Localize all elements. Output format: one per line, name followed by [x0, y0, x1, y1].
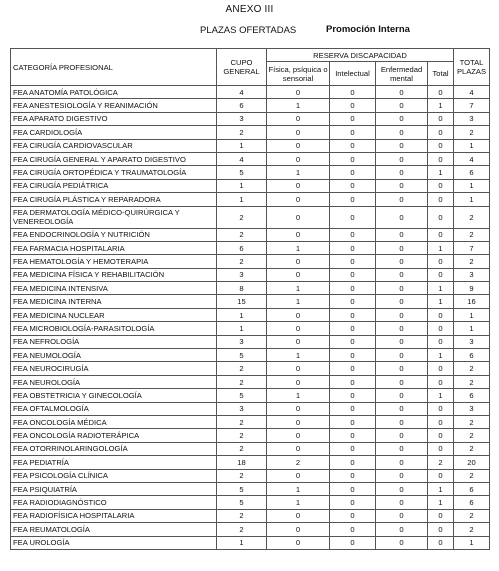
- category-cell: FEA OTORRINOLARINGOLOGÍA: [11, 442, 217, 455]
- disability-reserve-header: RESERVA DISCAPACIDAD: [267, 49, 454, 62]
- total-plazas-cell: 3: [454, 268, 490, 281]
- intellectual-cell: 0: [330, 523, 376, 536]
- reserve-total-cell: 0: [428, 86, 454, 99]
- category-cell: FEA CIRUGÍA PEDIÁTRICA: [11, 179, 217, 192]
- category-cell: FEA MEDICINA FÍSICA Y REHABILITACIÓN: [11, 268, 217, 281]
- reserve-total-cell: 0: [428, 523, 454, 536]
- reserve-total-cell: 0: [428, 322, 454, 335]
- reserve-total-cell: 1: [428, 349, 454, 362]
- intellectual-cell: 0: [330, 509, 376, 522]
- physical-cell: 0: [267, 179, 330, 192]
- reserve-total-cell: 0: [428, 308, 454, 321]
- reserve-total-cell: 1: [428, 482, 454, 495]
- mental-illness-cell: 0: [376, 206, 428, 228]
- intellectual-cell: 0: [330, 308, 376, 321]
- total-plazas-cell: 2: [454, 469, 490, 482]
- intellectual-cell: 0: [330, 166, 376, 179]
- intellectual-cell: 0: [330, 402, 376, 415]
- category-cell: FEA DERMATOLOGÍA MÉDICO-QUIRÚRGICA Y VENEREOLOGÍA: [11, 206, 217, 228]
- general-quota-cell: 2: [217, 469, 267, 482]
- total-plazas-cell: 1: [454, 322, 490, 335]
- mental-illness-cell: 0: [376, 523, 428, 536]
- table-row: [11, 152, 490, 165]
- general-quota-cell: 2: [217, 228, 267, 241]
- reserve-total-cell: 1: [428, 99, 454, 112]
- table-row: [11, 86, 490, 99]
- total-plazas-cell: 2: [454, 228, 490, 241]
- category-cell: FEA CIRUGÍA PLÁSTICA Y REPARADORA: [11, 193, 217, 206]
- reserve-total-cell: 0: [428, 362, 454, 375]
- physical-cell: 0: [267, 139, 330, 152]
- reserve-total-cell: 0: [428, 228, 454, 241]
- table-row: [11, 362, 490, 375]
- total-plazas-cell: 2: [454, 362, 490, 375]
- table-row: [11, 241, 490, 254]
- category-cell: FEA PEDIATRÍA: [11, 456, 217, 469]
- intellectual-header: Intelectual: [330, 62, 376, 86]
- intellectual-cell: 0: [330, 456, 376, 469]
- general-quota-cell: 2: [217, 415, 267, 428]
- general-quota-cell: 2: [217, 429, 267, 442]
- category-cell: FEA ONCOLOGÍA MÉDICA: [11, 415, 217, 428]
- general-quota-cell: 2: [217, 206, 267, 228]
- general-quota-cell: 1: [217, 179, 267, 192]
- total-plazas-cell: 1: [454, 193, 490, 206]
- mental-illness-cell: 0: [376, 415, 428, 428]
- intellectual-cell: 0: [330, 295, 376, 308]
- total-plazas-cell: 6: [454, 482, 490, 495]
- intellectual-cell: 0: [330, 139, 376, 152]
- category-cell: FEA NEUROCIRUGÍA: [11, 362, 217, 375]
- reserve-total-cell: 0: [428, 335, 454, 348]
- table-row: [11, 139, 490, 152]
- general-quota-cell: 8: [217, 282, 267, 295]
- table-row: [11, 282, 490, 295]
- mental-illness-cell: 0: [376, 335, 428, 348]
- general-quota-cell: 18: [217, 456, 267, 469]
- reserve-total-cell: 2: [428, 456, 454, 469]
- table-row: [11, 126, 490, 139]
- reserve-total-cell: 1: [428, 241, 454, 254]
- total-plazas-cell: 7: [454, 99, 490, 112]
- table-row: [11, 193, 490, 206]
- intellectual-cell: 0: [330, 322, 376, 335]
- table-row: [11, 389, 490, 402]
- category-cell: FEA OBSTETRICIA Y GINECOLOGÍA: [11, 389, 217, 402]
- general-quota-cell: 4: [217, 86, 267, 99]
- physical-cell: 0: [267, 322, 330, 335]
- promotion-label: Promoción Interna: [326, 24, 410, 35]
- mental-illness-cell: 0: [376, 402, 428, 415]
- table-row: [11, 429, 490, 442]
- physical-header: Física, psíquica o sensorial: [267, 62, 330, 86]
- physical-cell: 1: [267, 166, 330, 179]
- mental-illness-cell: 0: [376, 282, 428, 295]
- intellectual-cell: 0: [330, 375, 376, 388]
- reserve-total-cell: 1: [428, 389, 454, 402]
- intellectual-cell: 0: [330, 389, 376, 402]
- category-cell: FEA NEFROLOGÍA: [11, 335, 217, 348]
- category-cell: FEA NEUMOLOGÍA: [11, 349, 217, 362]
- physical-cell: 1: [267, 99, 330, 112]
- general-quota-cell: 2: [217, 523, 267, 536]
- total-plazas-cell: 3: [454, 335, 490, 348]
- physical-cell: 0: [267, 415, 330, 428]
- total-plazas-cell: 3: [454, 402, 490, 415]
- total-plazas-cell: 4: [454, 152, 490, 165]
- category-cell: FEA NEUROLOGÍA: [11, 375, 217, 388]
- mental-illness-cell: 0: [376, 509, 428, 522]
- category-cell: FEA RADIODIAGNÓSTICO: [11, 496, 217, 509]
- total-plazas-cell: 2: [454, 255, 490, 268]
- category-cell: FEA CIRUGÍA CARDIOVASCULAR: [11, 139, 217, 152]
- total-plazas-cell: 4: [454, 86, 490, 99]
- intellectual-cell: 0: [330, 482, 376, 495]
- category-cell: FEA CARDIOLOGÍA: [11, 126, 217, 139]
- total-plazas-cell: 2: [454, 375, 490, 388]
- mental-illness-cell: 0: [376, 268, 428, 281]
- category-cell: FEA MEDICINA NUCLEAR: [11, 308, 217, 321]
- physical-cell: 0: [267, 509, 330, 522]
- reserve-total-cell: 0: [428, 268, 454, 281]
- physical-cell: 0: [267, 193, 330, 206]
- total-plazas-cell: 9: [454, 282, 490, 295]
- category-cell: FEA HEMATOLOGÍA Y HEMOTERAPIA: [11, 255, 217, 268]
- reserve-total-cell: 0: [428, 469, 454, 482]
- intellectual-cell: 0: [330, 349, 376, 362]
- intellectual-cell: 0: [330, 179, 376, 192]
- physical-cell: 0: [267, 402, 330, 415]
- page-subtitle: PLAZAS OFERTADAS: [200, 25, 297, 36]
- reserve-total-cell: 0: [428, 536, 454, 549]
- physical-cell: 0: [267, 469, 330, 482]
- intellectual-cell: 0: [330, 362, 376, 375]
- table-row: [11, 112, 490, 125]
- category-cell: FEA MEDICINA INTENSIVA: [11, 282, 217, 295]
- category-cell: FEA PSIQUIATRÍA: [11, 482, 217, 495]
- intellectual-cell: 0: [330, 241, 376, 254]
- mental-illness-cell: 0: [376, 536, 428, 549]
- table-row: [11, 469, 490, 482]
- table-row: [11, 456, 490, 469]
- general-quota-cell: 6: [217, 241, 267, 254]
- category-cell: FEA REUMATOLOGÍA: [11, 523, 217, 536]
- total-plazas-cell: 2: [454, 126, 490, 139]
- table-row: [11, 335, 490, 348]
- category-cell: FEA ENDOCRINOLOGÍA Y NUTRICIÓN: [11, 228, 217, 241]
- reserve-total-cell: 0: [428, 152, 454, 165]
- total-plazas-cell: 6: [454, 496, 490, 509]
- table-row: [11, 179, 490, 192]
- physical-cell: 0: [267, 206, 330, 228]
- reserve-total-cell: 0: [428, 429, 454, 442]
- table-row: [11, 228, 490, 241]
- physical-cell: 0: [267, 523, 330, 536]
- intellectual-cell: 0: [330, 99, 376, 112]
- table-row: [11, 496, 490, 509]
- reserve-total-cell: 1: [428, 295, 454, 308]
- physical-cell: 0: [267, 112, 330, 125]
- physical-cell: 2: [267, 456, 330, 469]
- general-quota-cell: 3: [217, 112, 267, 125]
- table-row: [11, 295, 490, 308]
- mental-illness-cell: 0: [376, 228, 428, 241]
- reserve-total-cell: 0: [428, 139, 454, 152]
- general-quota-cell: 2: [217, 126, 267, 139]
- total-plazas-cell: 1: [454, 536, 490, 549]
- general-quota-cell: 1: [217, 139, 267, 152]
- table-row: [11, 402, 490, 415]
- total-plazas-cell: 2: [454, 415, 490, 428]
- reserve-total-cell: 0: [428, 509, 454, 522]
- category-header: CATEGORÍA PROFESIONAL: [11, 49, 217, 86]
- mental-illness-cell: 0: [376, 322, 428, 335]
- reserve-total-cell: 0: [428, 375, 454, 388]
- intellectual-cell: 0: [330, 335, 376, 348]
- general-quota-cell: 15: [217, 295, 267, 308]
- reserve-total-cell: 0: [428, 415, 454, 428]
- physical-cell: 0: [267, 335, 330, 348]
- general-quota-cell: 5: [217, 496, 267, 509]
- total-plazas-cell: 16: [454, 295, 490, 308]
- reserve-total-cell: 0: [428, 193, 454, 206]
- table-row: [11, 482, 490, 495]
- physical-cell: 1: [267, 349, 330, 362]
- table-header: [11, 49, 490, 86]
- total-plazas-cell: 2: [454, 523, 490, 536]
- total-plazas-cell: 3: [454, 112, 490, 125]
- general-quota-cell: 2: [217, 375, 267, 388]
- table-row: [11, 166, 490, 179]
- intellectual-cell: 0: [330, 193, 376, 206]
- table-body: [11, 86, 490, 550]
- total-plazas-cell: 2: [454, 442, 490, 455]
- mental-illness-cell: 0: [376, 152, 428, 165]
- intellectual-cell: 0: [330, 126, 376, 139]
- reserve-total-cell: 0: [428, 126, 454, 139]
- total-plazas-cell: 1: [454, 179, 490, 192]
- physical-cell: 0: [267, 375, 330, 388]
- general-quota-cell: 1: [217, 322, 267, 335]
- physical-cell: 0: [267, 442, 330, 455]
- physical-cell: 0: [267, 255, 330, 268]
- general-quota-cell: 5: [217, 166, 267, 179]
- physical-cell: 0: [267, 152, 330, 165]
- mental-illness-cell: 0: [376, 375, 428, 388]
- total-plazas-cell: 2: [454, 509, 490, 522]
- mental-illness-cell: 0: [376, 349, 428, 362]
- category-cell: FEA CIRUGÍA GENERAL Y APARATO DIGESTIVO: [11, 152, 217, 165]
- category-cell: FEA OFTALMOLOGÍA: [11, 402, 217, 415]
- intellectual-cell: 0: [330, 112, 376, 125]
- total-plazas-header: TOTAL PLAZAS: [454, 49, 490, 86]
- mental-illness-cell: 0: [376, 469, 428, 482]
- intellectual-cell: 0: [330, 536, 376, 549]
- mental-illness-cell: 0: [376, 126, 428, 139]
- physical-cell: 1: [267, 389, 330, 402]
- category-cell: FEA APARATO DIGESTIVO: [11, 112, 217, 125]
- intellectual-cell: 0: [330, 228, 376, 241]
- intellectual-cell: 0: [330, 496, 376, 509]
- physical-cell: 0: [267, 268, 330, 281]
- table-row: [11, 509, 490, 522]
- intellectual-cell: 0: [330, 442, 376, 455]
- category-cell: FEA RADIOFÍSICA HOSPITALARIA: [11, 509, 217, 522]
- total-plazas-cell: 20: [454, 456, 490, 469]
- total-plazas-cell: 6: [454, 349, 490, 362]
- physical-cell: 1: [267, 496, 330, 509]
- general-quota-cell: 4: [217, 152, 267, 165]
- intellectual-cell: 0: [330, 86, 376, 99]
- category-cell: FEA UROLOGÍA: [11, 536, 217, 549]
- table-row: [11, 99, 490, 112]
- intellectual-cell: 0: [330, 282, 376, 295]
- intellectual-cell: 0: [330, 152, 376, 165]
- table-row: [11, 415, 490, 428]
- intellectual-cell: 0: [330, 255, 376, 268]
- mental-illness-cell: 0: [376, 429, 428, 442]
- category-cell: FEA MEDICINA INTERNA: [11, 295, 217, 308]
- general-quota-header: CUPO GENERAL: [217, 49, 267, 86]
- table-row: [11, 375, 490, 388]
- intellectual-cell: 0: [330, 206, 376, 228]
- mental-illness-cell: 0: [376, 166, 428, 179]
- mental-illness-cell: 0: [376, 389, 428, 402]
- table-row: [11, 523, 490, 536]
- general-quota-cell: 1: [217, 193, 267, 206]
- reserve-total-cell: 0: [428, 402, 454, 415]
- mental-illness-cell: 0: [376, 99, 428, 112]
- general-quota-cell: 1: [217, 308, 267, 321]
- mental-illness-cell: 0: [376, 496, 428, 509]
- category-cell: FEA ANESTESIOLOGÍA Y REANIMACIÓN: [11, 99, 217, 112]
- mental-illness-cell: 0: [376, 139, 428, 152]
- mental-illness-cell: 0: [376, 295, 428, 308]
- general-quota-cell: 6: [217, 99, 267, 112]
- mental-illness-cell: 0: [376, 86, 428, 99]
- reserve-total-cell: 0: [428, 179, 454, 192]
- table-row: [11, 308, 490, 321]
- mental-illness-header: Enfermedad mental: [376, 62, 428, 86]
- plazas-table: [10, 48, 490, 550]
- physical-cell: 0: [267, 228, 330, 241]
- general-quota-cell: 2: [217, 509, 267, 522]
- reserve-total-cell: 0: [428, 112, 454, 125]
- category-cell: FEA MICROBIOLOGÍA-PARASITOLOGÍA: [11, 322, 217, 335]
- general-quota-cell: 3: [217, 335, 267, 348]
- category-cell: FEA PSICOLOGÍA CLÍNICA: [11, 469, 217, 482]
- reserve-total-cell: 0: [428, 206, 454, 228]
- mental-illness-cell: 0: [376, 193, 428, 206]
- table-row: [11, 255, 490, 268]
- total-plazas-cell: 7: [454, 241, 490, 254]
- reserve-total-cell: 0: [428, 255, 454, 268]
- intellectual-cell: 0: [330, 469, 376, 482]
- total-plazas-cell: 2: [454, 429, 490, 442]
- mental-illness-cell: 0: [376, 482, 428, 495]
- category-cell: FEA CIRUGÍA ORTOPÉDICA Y TRAUMATOLOGÍA: [11, 166, 217, 179]
- reserve-total-cell: 1: [428, 166, 454, 179]
- physical-cell: 1: [267, 482, 330, 495]
- mental-illness-cell: 0: [376, 442, 428, 455]
- general-quota-cell: 2: [217, 442, 267, 455]
- table-row: [11, 206, 490, 228]
- mental-illness-cell: 0: [376, 456, 428, 469]
- physical-cell: 0: [267, 536, 330, 549]
- general-quota-cell: 3: [217, 402, 267, 415]
- table-row: [11, 322, 490, 335]
- total-plazas-cell: 1: [454, 308, 490, 321]
- physical-cell: 0: [267, 86, 330, 99]
- general-quota-cell: 5: [217, 349, 267, 362]
- intellectual-cell: 0: [330, 268, 376, 281]
- annex-title: ANEXO III: [225, 4, 274, 15]
- intellectual-cell: 0: [330, 415, 376, 428]
- physical-cell: 1: [267, 295, 330, 308]
- total-plazas-cell: 6: [454, 166, 490, 179]
- general-quota-cell: 5: [217, 389, 267, 402]
- reserve-total-header: Total: [428, 62, 454, 86]
- mental-illness-cell: 0: [376, 112, 428, 125]
- category-cell: FEA ONCOLOGÍA RADIOTERÁPICA: [11, 429, 217, 442]
- reserve-total-cell: 1: [428, 282, 454, 295]
- table-row: [11, 442, 490, 455]
- general-quota-cell: 2: [217, 255, 267, 268]
- mental-illness-cell: 0: [376, 255, 428, 268]
- intellectual-cell: 0: [330, 429, 376, 442]
- general-quota-cell: 2: [217, 362, 267, 375]
- physical-cell: 1: [267, 241, 330, 254]
- physical-cell: 0: [267, 308, 330, 321]
- table-row: [11, 268, 490, 281]
- reserve-total-cell: 0: [428, 442, 454, 455]
- total-plazas-cell: 1: [454, 139, 490, 152]
- physical-cell: 0: [267, 429, 330, 442]
- reserve-total-cell: 1: [428, 496, 454, 509]
- general-quota-cell: 3: [217, 268, 267, 281]
- physical-cell: 1: [267, 282, 330, 295]
- mental-illness-cell: 0: [376, 308, 428, 321]
- physical-cell: 0: [267, 362, 330, 375]
- total-plazas-cell: 6: [454, 389, 490, 402]
- general-quota-cell: 5: [217, 482, 267, 495]
- physical-cell: 0: [267, 126, 330, 139]
- total-plazas-cell: 2: [454, 206, 490, 228]
- mental-illness-cell: 0: [376, 362, 428, 375]
- table-row: [11, 536, 490, 549]
- category-cell: FEA ANATOMÍA PATOLÓGICA: [11, 86, 217, 99]
- category-cell: FEA FARMACIA HOSPITALARIA: [11, 241, 217, 254]
- general-quota-cell: 1: [217, 536, 267, 549]
- mental-illness-cell: 0: [376, 179, 428, 192]
- mental-illness-cell: 0: [376, 241, 428, 254]
- table-row: [11, 349, 490, 362]
